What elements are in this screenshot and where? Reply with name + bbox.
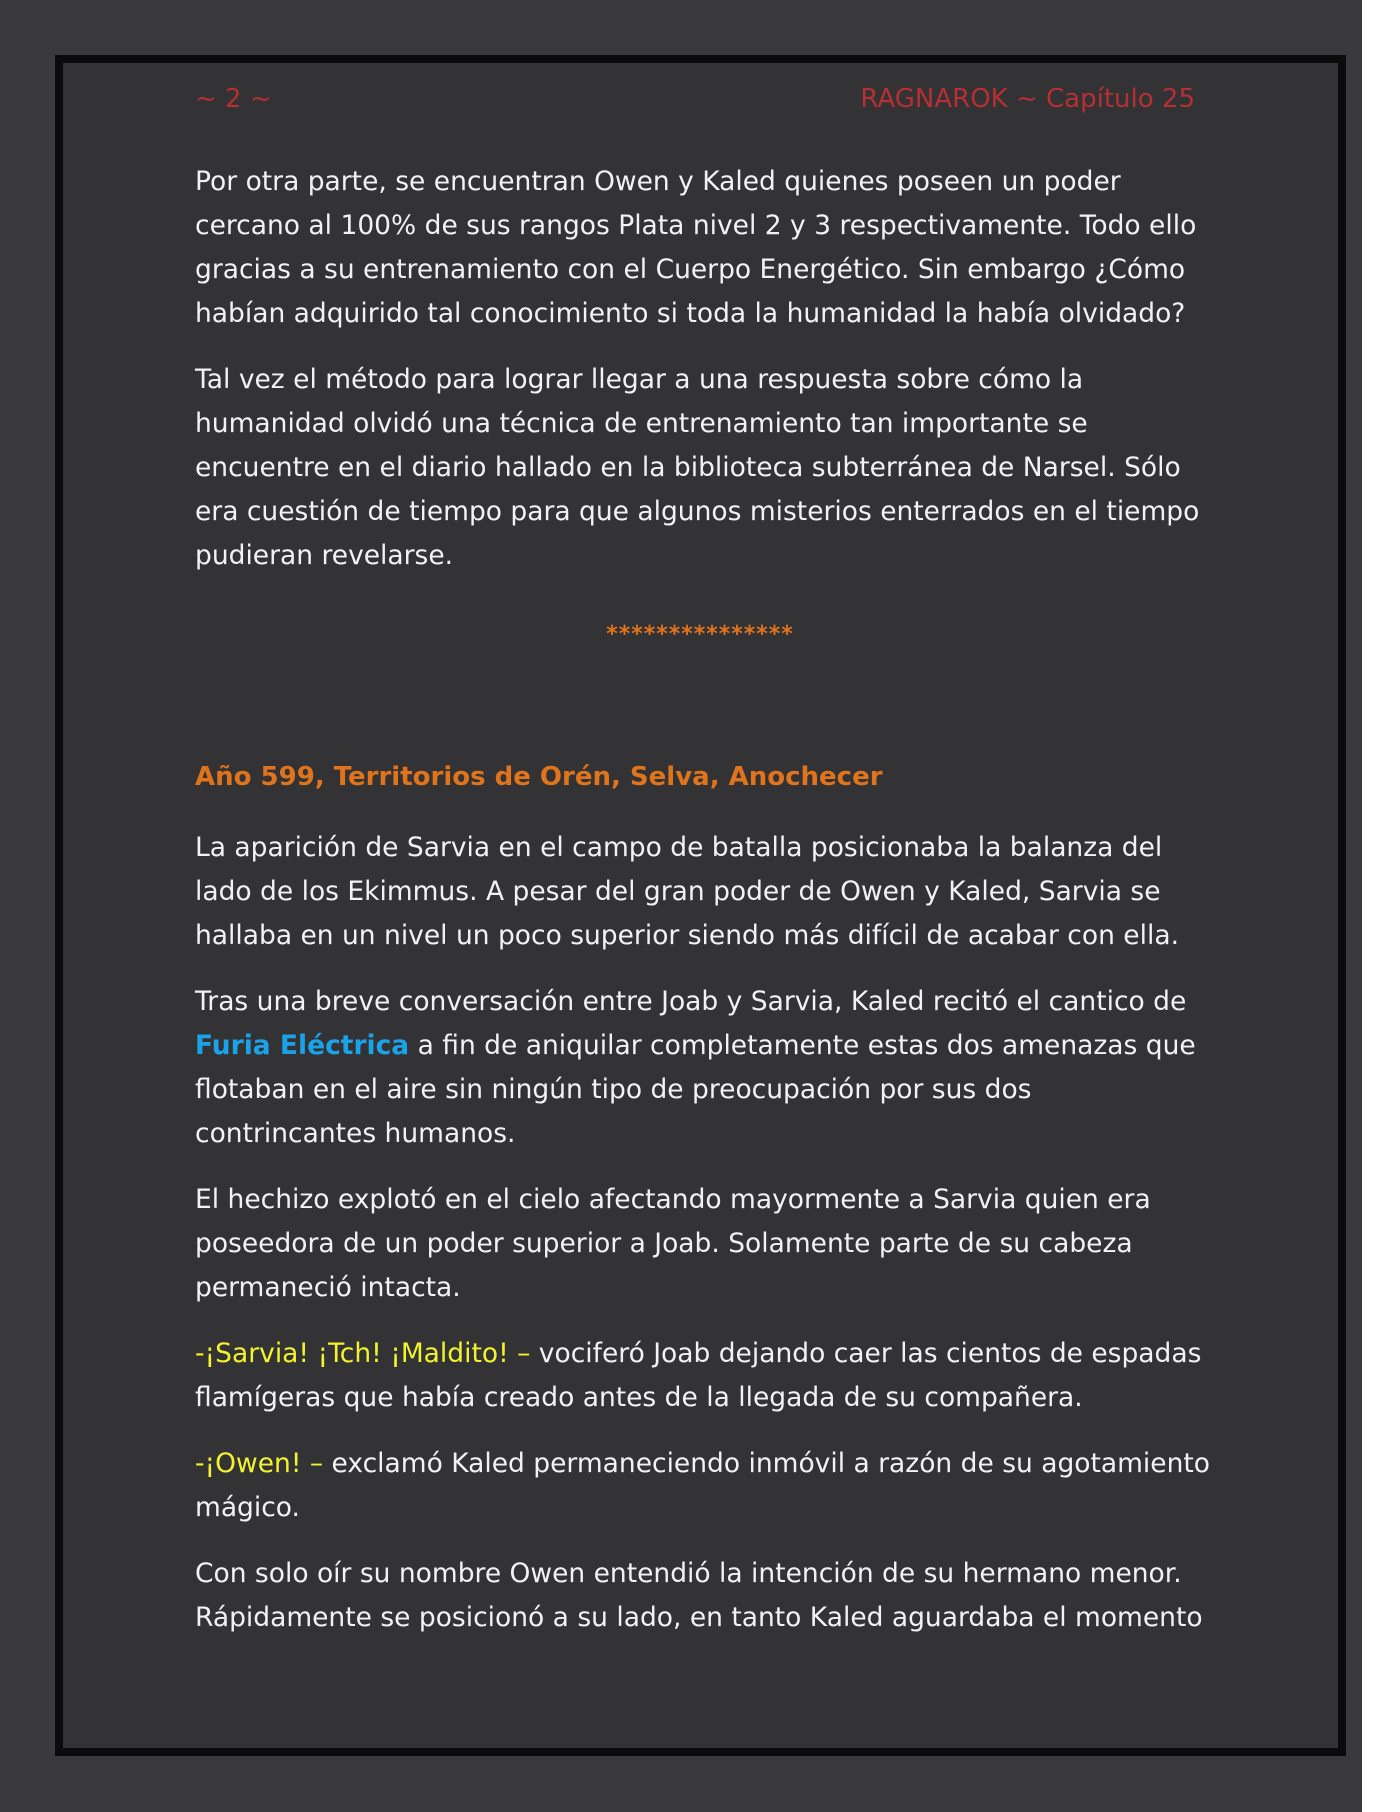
page-margin [1362, 0, 1400, 1812]
scene-heading: Año 599, Territorios de Orén, Selva, Anochecer [195, 762, 883, 792]
paragraph-text: vociferó Joab dejando caer las cientos de espadas flamígeras que había creado antes de la llegada de su compañera. [195, 1338, 1202, 1413]
paragraph: El hechizo explotó en el cielo afectando mayormente a Sarvia quien era poseedora de un poder superior a Joab. Solamente parte de su cabeza permaneció intacta. [195, 1184, 1151, 1303]
intro-section [195, 160, 1215, 578]
running-title: RAGNAROK ~ Capítulo 25 [860, 84, 1195, 114]
page-header [195, 84, 1195, 120]
paragraph: La aparición de Sarvia en el campo de batalla posicionaba la balanza del lado de los Ekimmus. A pesar del gran poder de Owen y Kaled, Sarvia se hallaba en un nivel un poco superior siendo más difícil de acabar con ella. [195, 832, 1179, 951]
dialog-line: -¡Sarvia! ¡Tch! ¡Maldito! – [195, 1338, 531, 1369]
spell-name: Furia Eléctrica [195, 1030, 410, 1061]
paragraph: Por otra parte, se encuentran Owen y Kaled quienes poseen un poder cercano al 100% de sus rangos Plata nivel 2 y 3 respectivamente. Todo ello gracias a su entrenamiento con el Cuerpo Energético. Sin embargo ¿Cómo habían adquirido tal conocimiento si toda la humanidad la había olvidado? [195, 166, 1197, 329]
paragraph-text: exclamó Kaled permaneciendo inmóvil a razón de su agotamiento mágico. [195, 1448, 1210, 1523]
paragraph: Con solo oír su nombre Owen entendió la intención de su hermano menor. Rápidamente se posicionó a su lado, en tanto Kaled aguardaba el momento [195, 1558, 1203, 1633]
paragraph: Tal vez el método para lograr llegar a una respuesta sobre cómo la humanidad olvidó una técnica de entrenamiento tan importante se encuentre en el diario hallado en la biblioteca subterránea de Narsel. Sólo era cuestión de tiempo para que algunos misterios enterrados en el tiempo pudieran revelarse. [195, 364, 1200, 571]
dialog-line: -¡Owen! – [195, 1448, 324, 1479]
paragraph [195, 1332, 1215, 1420]
paragraph [195, 1442, 1215, 1530]
paragraph [195, 980, 1215, 1156]
section-separator: *************** [606, 622, 794, 647]
paragraph-text: Tras una breve conversación entre Joab y Sarvia, Kaled recitó el cantico de [195, 986, 1187, 1017]
page-number: ~ 2 ~ [195, 84, 272, 114]
scene-section [195, 826, 1215, 1640]
paragraph-text: a fin de aniquilar completamente estas dos amenazas que flotaban en el aire sin ningún tipo de preocupación por sus dos contrincantes humanos. [195, 1030, 1196, 1149]
